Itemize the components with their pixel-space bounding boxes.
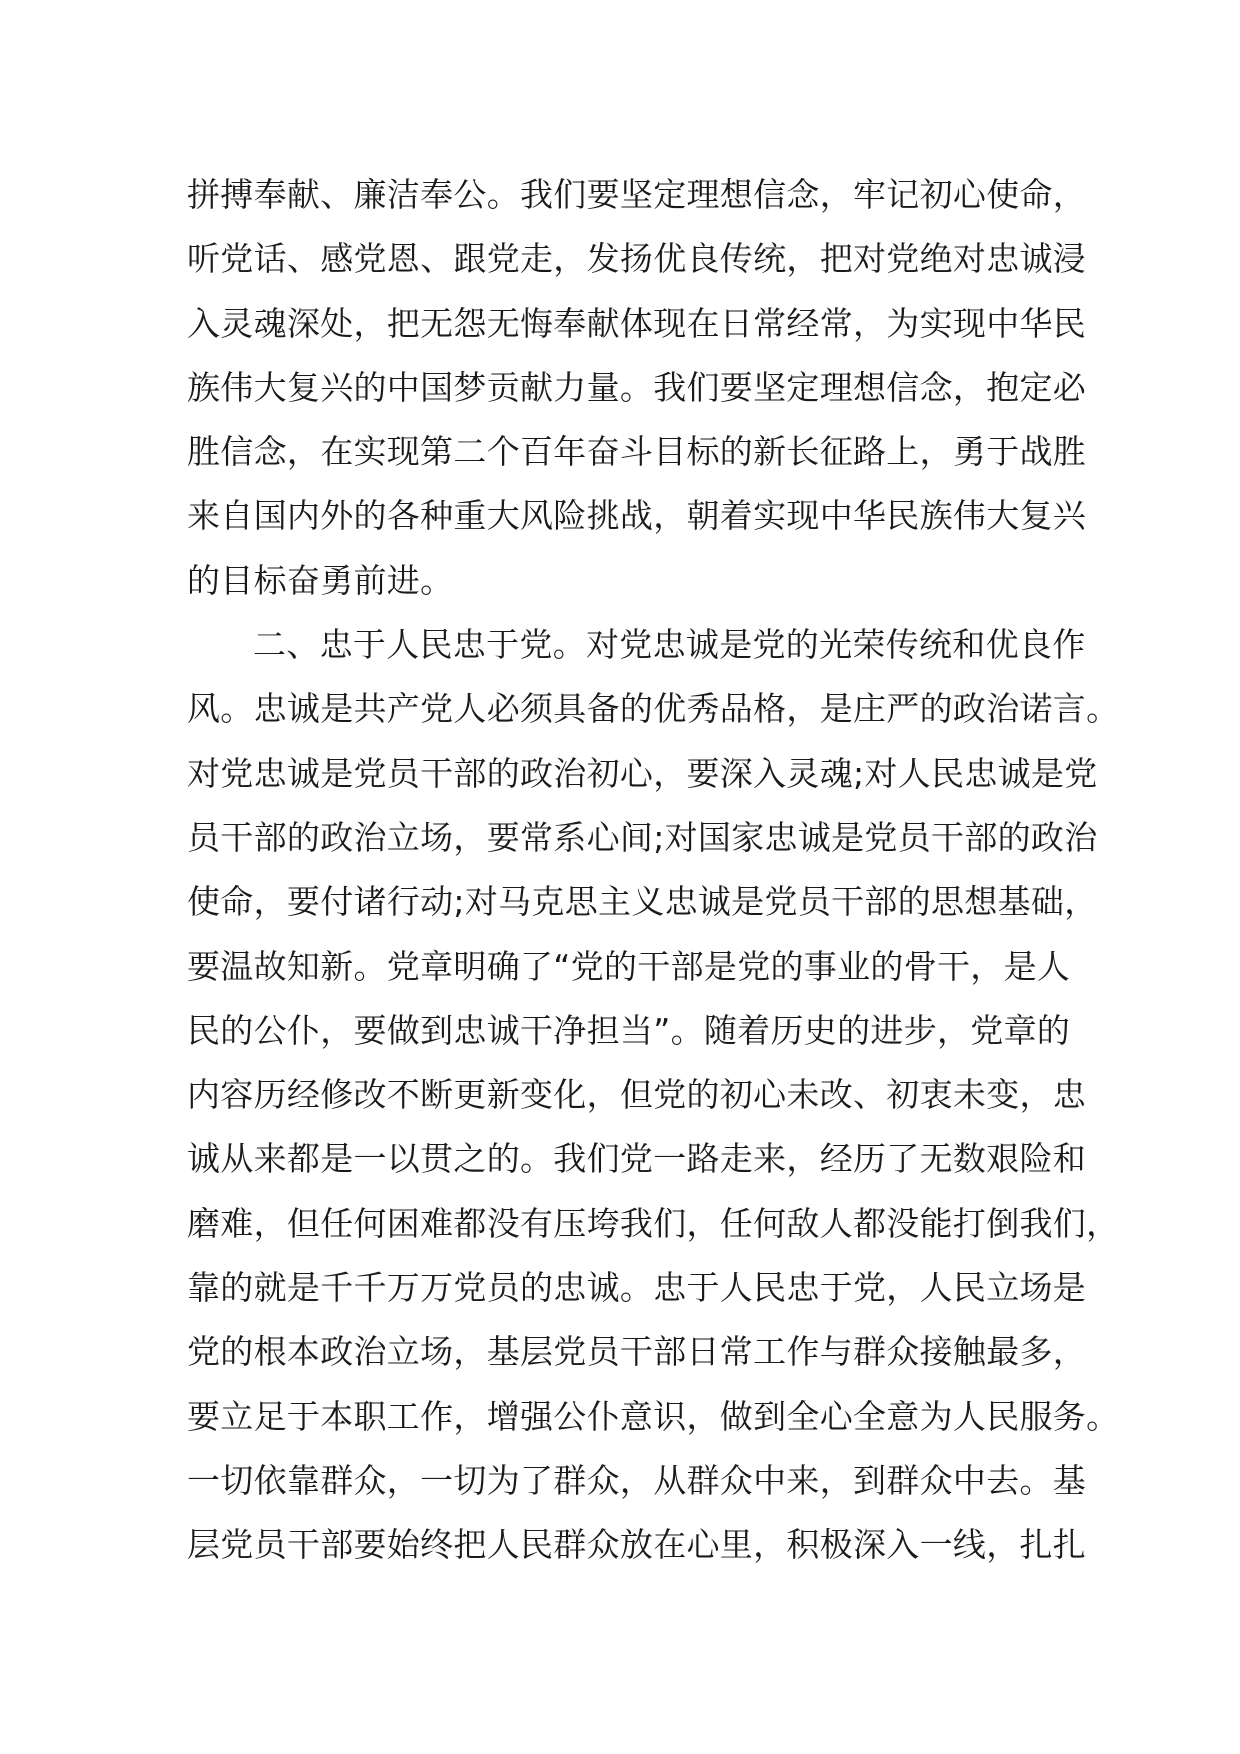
- text-line: 员干部的政治立场，要常系心间;对国家忠诚是党员干部的政治: [187, 817, 1098, 857]
- text-line: 使命，要付诸行动;对马克思主义忠诚是党员干部的思想基础，: [187, 882, 1098, 922]
- text-line: 层党员干部要始终把人民群众放在心里，积极深入一线，扎扎: [187, 1525, 1087, 1565]
- text-line: 要立足于本职工作，增强公仆意识，做到全心全意为人民服务。: [187, 1396, 1120, 1436]
- section-heading-line: 二、忠于人民忠于党。对党忠诚是党的光荣传统和优良作: [253, 625, 1086, 665]
- text-line: 民的公仆，要做到忠诚干净担当”。随着历史的进步，党章的: [187, 1010, 1071, 1050]
- text-line: 入灵魂深处，把无怨无悔奉献体现在日常经常，为实现中华民: [187, 303, 1087, 343]
- text-line: 要温故知新。党章明确了“党的干部是党的事业的骨干，是人: [187, 946, 1071, 986]
- text-line: 诚从来都是一以贯之的。我们党一路走来，经历了无数艰险和: [187, 1139, 1087, 1179]
- document-body: [187, 163, 1120, 1578]
- text-line: 拼搏奉献、廉洁奉公。我们要坚定理想信念，牢记初心使命，: [187, 175, 1087, 214]
- text-line: 听党话、感党恩、跟党走，发扬优良传统，把对党绝对忠诚浸: [187, 239, 1087, 279]
- text-line: 靠的就是千千万万党员的忠诚。忠于人民忠于党，人民立场是: [187, 1268, 1087, 1308]
- text-line: 党的根本政治立场，基层党员干部日常工作与群众接触最多，: [187, 1332, 1087, 1372]
- text-line: 一切依靠群众，一切为了群众，从群众中来，到群众中去。基: [187, 1460, 1087, 1500]
- text-line: 对党忠诚是党员干部的政治初心，要深入灵魂;对人民忠诚是党: [187, 753, 1098, 793]
- text-line: 来自国内外的各种重大风险挑战，朝着实现中华民族伟大复兴: [187, 496, 1087, 536]
- text-line: 族伟大复兴的中国梦贡献力量。我们要坚定理想信念，抱定必: [187, 367, 1087, 407]
- text-line: 的目标奋勇前进。: [187, 560, 454, 600]
- text-line: 内容历经修改不断更新变化，但党的初心未改、初衷未变，忠: [187, 1075, 1087, 1115]
- text-line: 胜信念，在实现第二个百年奋斗目标的新长征路上，勇于战胜: [187, 432, 1087, 472]
- text-line: 风。忠诚是共产党人必须具备的优秀品格，是庄严的政治诺言。: [187, 689, 1120, 729]
- text-line: 磨难，但任何困难都没有压垮我们，任何敌人都没能打倒我们，: [187, 1203, 1120, 1243]
